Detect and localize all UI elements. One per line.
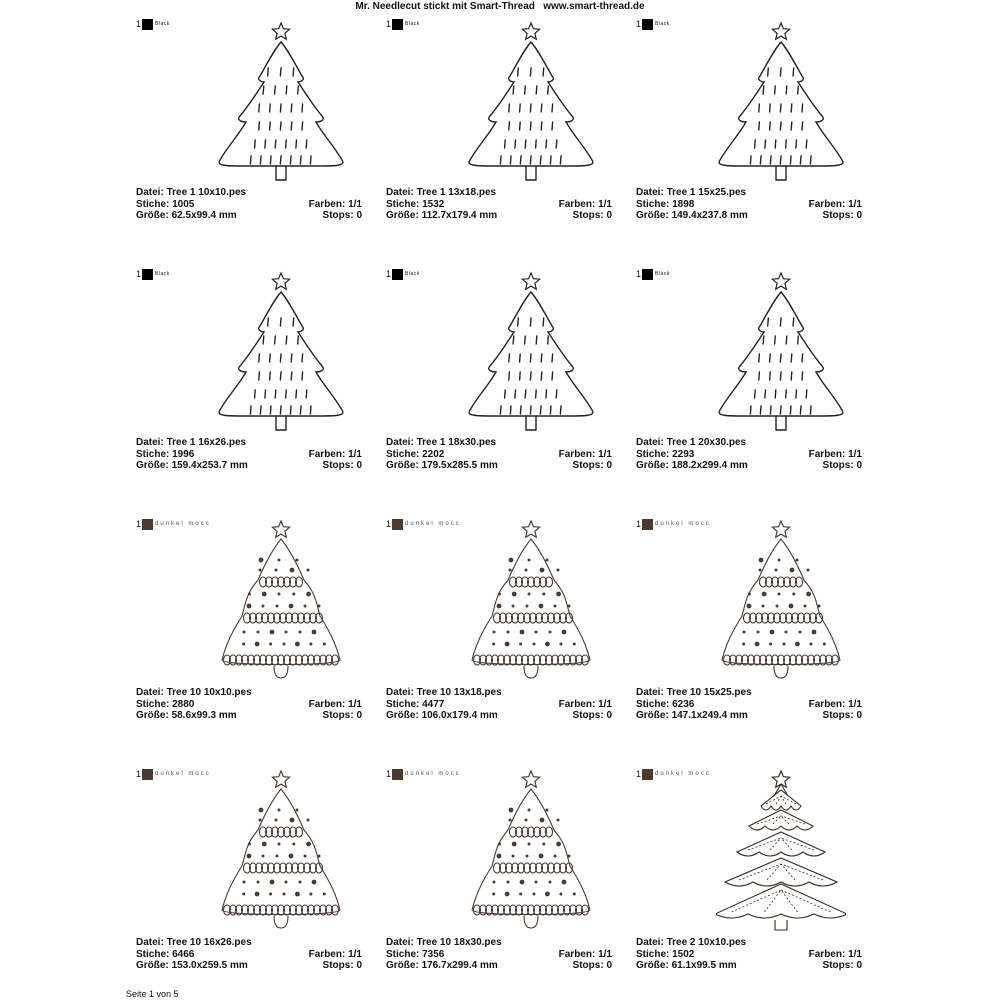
file-name: Datei: Tree 1 13x18.pes (386, 187, 497, 198)
color-name: Black (655, 271, 670, 277)
embroidery-preview (466, 20, 596, 185)
color-swatch-legend (386, 18, 420, 30)
design-info (136, 937, 362, 972)
color-name: dunkel mocc (655, 521, 711, 527)
design-card (378, 750, 628, 1000)
page-title: Mr. Needlecut stickt mit Smart-Thread www.smart-thread.de (355, 1, 645, 12)
stop-count: Stops: 0 (822, 210, 862, 221)
design-info (636, 437, 862, 472)
color-name: Black (155, 21, 170, 27)
embroidery-preview (716, 520, 846, 685)
design-size: Größe: 58.6x99.3 mm (136, 710, 237, 721)
embroidery-preview (716, 270, 846, 435)
stop-count: Stops: 0 (322, 960, 362, 971)
color-name: dunkel mocc (655, 771, 711, 777)
color-swatch-legend (636, 268, 670, 280)
color-swatch-legend (636, 768, 711, 780)
design-size: Größe: 106.0x179.4 mm (386, 710, 498, 721)
design-card (628, 500, 878, 750)
color-swatch-legend (136, 518, 211, 530)
color-swatch-legend (386, 268, 420, 280)
color-swatch (142, 269, 153, 280)
color-name: dunkel mocc (155, 771, 211, 777)
design-info (636, 937, 862, 972)
design-size: Größe: 159.4x253.7 mm (136, 460, 248, 471)
design-info (636, 187, 862, 222)
color-count: Farben: 1/1 (808, 948, 862, 960)
color-swatch (642, 269, 653, 280)
color-count: Farben: 1/1 (558, 948, 612, 960)
embroidery-preview (216, 770, 346, 935)
color-swatch (142, 519, 153, 530)
color-index: 1 (386, 269, 392, 279)
color-index: 1 (136, 269, 142, 279)
stop-count: Stops: 0 (572, 710, 612, 721)
stop-count: Stops: 0 (322, 460, 362, 471)
stitch-count: Stiche: 6236 (636, 698, 695, 710)
color-swatch-legend (136, 768, 211, 780)
design-card (128, 750, 378, 1000)
design-card (628, 250, 878, 500)
stop-count: Stops: 0 (322, 710, 362, 721)
design-size: Größe: 188.2x299.4 mm (636, 460, 748, 471)
color-count: Farben: 1/1 (808, 198, 862, 210)
stitch-count: Stiche: 1532 (386, 198, 445, 210)
design-card (378, 250, 628, 500)
stitch-count: Stiche: 2880 (136, 698, 195, 710)
file-name: Datei: Tree 10 15x25.pes (636, 687, 752, 698)
color-count: Farben: 1/1 (308, 198, 362, 210)
design-info (386, 437, 612, 472)
stitch-count: Stiche: 1502 (636, 948, 695, 960)
color-index: 1 (386, 769, 392, 779)
color-swatch-legend (386, 768, 461, 780)
design-card (628, 750, 878, 1000)
design-card (378, 0, 628, 250)
file-name: Datei: Tree 1 15x25.pes (636, 187, 747, 198)
color-index: 1 (136, 769, 142, 779)
embroidery-preview (216, 20, 346, 185)
color-name: Black (155, 271, 170, 277)
color-count: Farben: 1/1 (808, 448, 862, 460)
stop-count: Stops: 0 (822, 960, 862, 971)
design-info (136, 437, 362, 472)
color-count: Farben: 1/1 (308, 948, 362, 960)
stop-count: Stops: 0 (572, 960, 612, 971)
embroidery-preview (466, 270, 596, 435)
color-index: 1 (636, 769, 642, 779)
color-swatch (142, 19, 153, 30)
file-name: Datei: Tree 10 10x10.pes (136, 687, 252, 698)
stitch-count: Stiche: 7356 (386, 948, 445, 960)
color-swatch (392, 269, 403, 280)
design-size: Größe: 153.0x259.5 mm (136, 960, 248, 971)
color-count: Farben: 1/1 (308, 698, 362, 710)
file-name: Datei: Tree 1 10x10.pes (136, 187, 247, 198)
design-size: Größe: 61.1x99.5 mm (636, 960, 737, 971)
file-name: Datei: Tree 2 10x10.pes (636, 937, 747, 948)
design-card (628, 0, 878, 250)
embroidery-preview (716, 20, 846, 185)
color-index: 1 (636, 269, 642, 279)
file-name: Datei: Tree 1 18x30.pes (386, 437, 497, 448)
color-count: Farben: 1/1 (808, 698, 862, 710)
file-name: Datei: Tree 10 18x30.pes (386, 937, 502, 948)
color-index: 1 (136, 19, 142, 29)
stop-count: Stops: 0 (322, 210, 362, 221)
stitch-count: Stiche: 1898 (636, 198, 695, 210)
design-size: Größe: 179.5x285.5 mm (386, 460, 498, 471)
stitch-count: Stiche: 2202 (386, 448, 445, 460)
color-swatch-legend (386, 518, 461, 530)
color-swatch (142, 769, 153, 780)
file-name: Datei: Tree 10 13x18.pes (386, 687, 502, 698)
color-index: 1 (636, 519, 642, 529)
color-swatch (642, 769, 653, 780)
color-name: dunkel mocc (405, 771, 461, 777)
color-swatch (392, 519, 403, 530)
color-count: Farben: 1/1 (558, 448, 612, 460)
design-info (136, 687, 362, 722)
color-swatch (642, 19, 653, 30)
stitch-count: Stiche: 1005 (136, 198, 195, 210)
color-swatch (642, 519, 653, 530)
file-name: Datei: Tree 10 16x26.pes (136, 937, 252, 948)
stop-count: Stops: 0 (572, 210, 612, 221)
color-name: dunkel mocc (405, 521, 461, 527)
color-swatch (392, 19, 403, 30)
color-count: Farben: 1/1 (558, 698, 612, 710)
design-size: Größe: 147.1x249.4 mm (636, 710, 748, 721)
embroidery-preview (716, 770, 846, 935)
color-swatch-legend (636, 18, 670, 30)
stop-count: Stops: 0 (822, 460, 862, 471)
design-info (636, 687, 862, 722)
design-card (378, 500, 628, 750)
color-name: Black (405, 21, 420, 27)
design-info (136, 187, 362, 222)
design-card (128, 500, 378, 750)
embroidery-preview (216, 270, 346, 435)
color-swatch-legend (136, 18, 170, 30)
design-info (386, 937, 612, 972)
color-name: Black (655, 21, 670, 27)
color-name: Black (405, 271, 420, 277)
page-number: Seite 1 von 5 (126, 989, 179, 999)
color-index: 1 (386, 19, 392, 29)
color-index: 1 (636, 19, 642, 29)
design-card (128, 250, 378, 500)
stitch-count: Stiche: 4477 (386, 698, 445, 710)
color-swatch (392, 769, 403, 780)
design-size: Größe: 149.4x237.8 mm (636, 210, 748, 221)
design-size: Größe: 176.7x299.4 mm (386, 960, 498, 971)
stop-count: Stops: 0 (822, 710, 862, 721)
design-info (386, 187, 612, 222)
color-count: Farben: 1/1 (558, 198, 612, 210)
design-size: Größe: 112.7x179.4 mm (386, 210, 498, 221)
color-count: Farben: 1/1 (308, 448, 362, 460)
stitch-count: Stiche: 2293 (636, 448, 695, 460)
stitch-count: Stiche: 1996 (136, 448, 195, 460)
embroidery-preview (216, 520, 346, 685)
stitch-count: Stiche: 6466 (136, 948, 195, 960)
design-card (128, 0, 378, 250)
color-index: 1 (386, 519, 392, 529)
file-name: Datei: Tree 1 16x26.pes (136, 437, 247, 448)
file-name: Datei: Tree 1 20x30.pes (636, 437, 747, 448)
color-swatch-legend (636, 518, 711, 530)
color-index: 1 (136, 519, 142, 529)
color-name: dunkel mocc (155, 521, 211, 527)
color-swatch-legend (136, 268, 170, 280)
design-info (386, 687, 612, 722)
stop-count: Stops: 0 (572, 460, 612, 471)
embroidery-preview (466, 520, 596, 685)
design-size: Größe: 62.5x99.4 mm (136, 210, 237, 221)
embroidery-preview (466, 770, 596, 935)
